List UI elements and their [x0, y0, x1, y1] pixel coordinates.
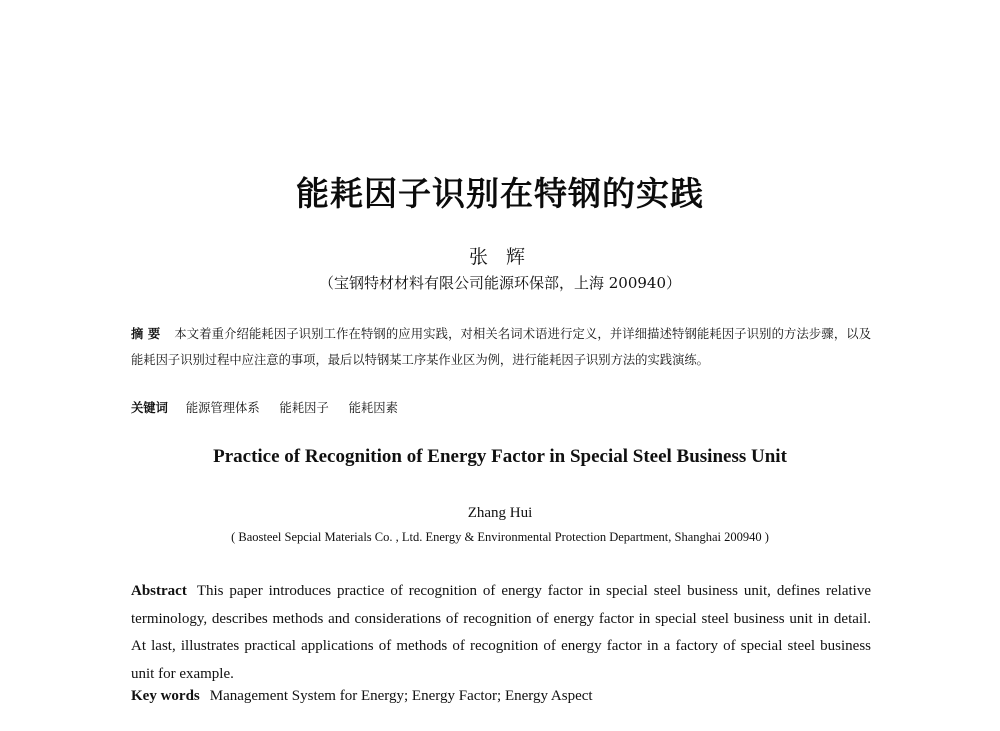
english-abstract-text: This paper introduces practice of recognition of energy factor in special steel business unit, defines relative terminology, describes methods and considerations of recognition of energy factor in special steel business unit in detail. At last, illustrates practical applications of methods of recognition of energy factor in a factory of special steel business unit for example.: [131, 583, 871, 682]
chinese-title: 能耗因子识别在特钢的实践: [296, 174, 704, 213]
chinese-keyword: 能耗因子: [279, 401, 329, 415]
english-title: Practice of Recognition of Energy Factor in Special Steel Business Unit: [213, 446, 787, 467]
english-abstract-label: Abstract: [131, 583, 187, 599]
chinese-affiliation: （宝钢特材材料有限公司能源环保部，上海 200940）: [318, 274, 682, 292]
english-abstract: [131, 578, 871, 688]
english-affiliation: ( Baosteel Sepcial Materials Co. , Ltd. Energy & Environmental Protection Department, Shanghai 200940 ): [231, 530, 769, 544]
english-keywords: [131, 688, 871, 705]
english-author: Zhang Hui: [467, 505, 533, 521]
chinese-keyword: 能源管理体系: [185, 401, 260, 415]
english-keywords-text: Management System for Energy; Energy Factor; Energy Aspect: [209, 688, 593, 704]
chinese-author: 张 辉: [468, 246, 532, 268]
chinese-keywords: [131, 398, 871, 416]
chinese-abstract: [131, 321, 871, 373]
english-keywords-label: Key words: [131, 688, 200, 704]
chinese-abstract-text: 本文着重介绍能耗因子识别工作在特钢的应用实践，对相关名词术语进行定义，并详细描述特钢能耗因子识别的方法步骤，以及能耗因子识别过程中应注意的事项，最后以特钢某工序某作业区为例，进行能耗因子识别方法的实践演练。: [131, 327, 872, 367]
chinese-abstract-label: 摘 要: [131, 326, 161, 341]
chinese-keywords-label: 关键词: [131, 400, 168, 415]
chinese-keyword: 能耗因素: [348, 401, 398, 415]
